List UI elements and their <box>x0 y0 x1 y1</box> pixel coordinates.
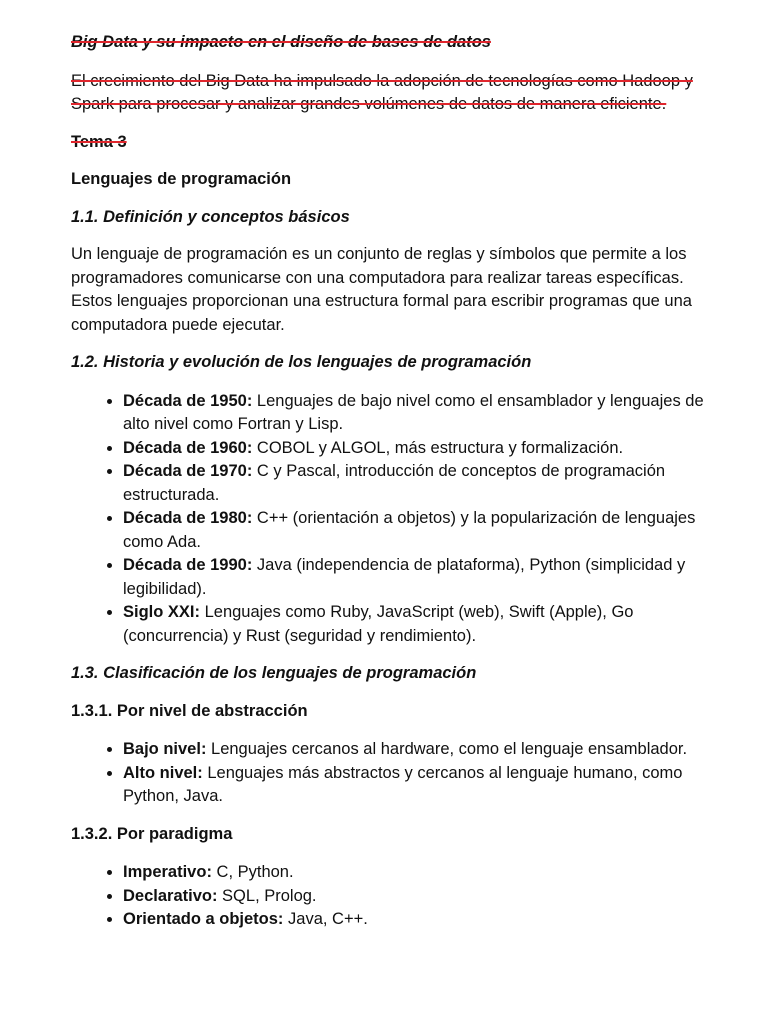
list-item-text: Lenguajes de bajo nivel como el ensamblador y lenguajes de alto nivel como Fortran y Lisp. <box>123 391 704 433</box>
list-item <box>123 390 728 437</box>
subsection-1-3-2-title: 1.3.2. Por paradigma <box>71 824 233 843</box>
list-item-text: Lenguajes más abstractos y cercanos al lenguaje humano, como Python, Java. <box>123 763 683 805</box>
list-item <box>123 885 728 909</box>
history-list <box>71 390 728 649</box>
list-item-term: Bajo nivel: <box>123 740 207 758</box>
list-item-text: Lenguajes como Ruby, JavaScript (web), Swift (Apple), Go (concurrencia) y Rust (seguridad y rendimiento). <box>123 603 634 645</box>
list-item-text: C, Python. <box>211 863 294 881</box>
list-item-term: Década de 1980: <box>123 509 253 527</box>
list-item <box>123 437 728 461</box>
list-item <box>123 762 728 809</box>
list-item-text: Java, C++. <box>283 910 368 928</box>
list-item <box>123 601 728 648</box>
list-item-term: Orientado a objetos: <box>123 910 284 928</box>
list-item <box>123 738 728 762</box>
abstraction-list <box>71 738 728 809</box>
list-item-term: Siglo XXI: <box>123 603 201 621</box>
struck-tema-label: Tema 3 <box>71 132 127 151</box>
list-item-text: C y Pascal, introducción de conceptos de programación estructurada. <box>123 462 666 504</box>
list-item-term: Alto nivel: <box>123 763 203 782</box>
list-item-term: Declarativo: <box>123 886 218 905</box>
list-item <box>123 507 728 554</box>
list-item-text: Lenguajes cercanos al hardware, como el lenguaje ensamblador. <box>206 740 688 758</box>
list-item-text: COBOL y ALGOL, más estructura y formalización. <box>252 438 624 457</box>
subsection-1-3-1-title: 1.3.1. Por nivel de abstracción <box>71 701 308 720</box>
list-item <box>123 460 728 507</box>
list-item-term: Imperativo: <box>123 863 212 881</box>
subsection-1-1-title: 1.1. Definición y conceptos básicos <box>71 207 350 226</box>
list-item <box>123 908 728 932</box>
subsection-1-2-title: 1.2. Historia y evolución de los lenguajes de programación <box>71 353 532 371</box>
list-item <box>123 554 728 601</box>
list-item-term: Década de 1950: <box>123 391 253 410</box>
struck-title: Big Data y su impacto en el diseño de bases de datos <box>71 33 491 51</box>
list-item <box>123 861 728 885</box>
list-item-text: SQL, Prolog. <box>217 886 317 905</box>
list-item-term: Década de 1990: <box>123 556 253 574</box>
paradigm-list <box>71 861 728 932</box>
list-item-text: C++ (orientación a objetos) y la popularización de lenguajes como Ada. <box>123 509 696 551</box>
subsection-1-3-title: 1.3. Clasificación de los lenguajes de programación <box>71 664 477 682</box>
list-item-text: Java (independencia de plataforma), Python (simplicidad y legibilidad). <box>123 556 686 598</box>
list-item-term: Década de 1970: <box>123 462 253 480</box>
section-heading: Lenguajes de programación <box>71 170 292 188</box>
list-item-term: Década de 1960: <box>123 438 253 457</box>
struck-intro-paragraph: El crecimiento del Big Data ha impulsado la adopción de tecnologías como Hadoop y Spark para procesar y analizar grandes volúmenes de datos de manera eficiente. <box>71 71 693 113</box>
subsection-1-1-text: Un lenguaje de programación es un conjunto de reglas y símbolos que permite a los programadores comunicarse con una computadora para realizar tareas específicas. Estos lenguajes proporcionan una estructura formal para escribir programas que una computadora puede ejecutar. <box>71 245 692 334</box>
